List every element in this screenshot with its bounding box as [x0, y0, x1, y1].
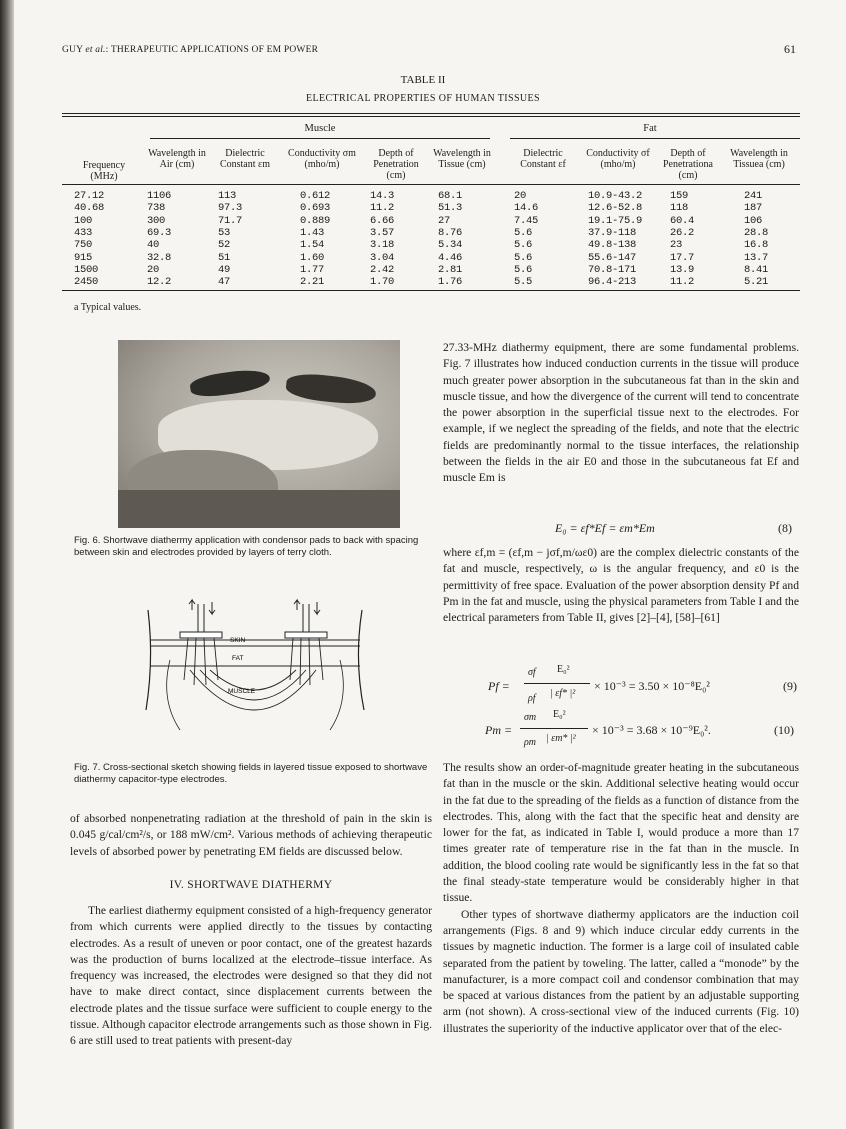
table-cell: 5.34 [438, 239, 463, 252]
table-cell: 5.21 [744, 276, 769, 289]
eq9-abs: | εf* |² [550, 688, 576, 699]
equation-8: E₀ = εf*Ef = εm*Em [555, 521, 655, 535]
table-cell: 51.3 [438, 202, 463, 215]
table-cell: 19.1-75.9 [588, 214, 643, 227]
page-number: 61 [784, 42, 796, 56]
table-top-rule [62, 113, 800, 114]
table-cell: 40.68 [74, 202, 105, 215]
table-cell: 60.4 [670, 214, 695, 227]
table-cell: 23 [670, 239, 683, 252]
header-muscle-conductivity: Conductivity σm (mho/m) [288, 148, 356, 170]
table-cell: 5.5 [514, 276, 533, 289]
table-cell: 300 [147, 214, 166, 227]
eq10-e0: E₀² [553, 709, 566, 720]
table-group-fat: Fat [643, 123, 657, 134]
table-cell: 68.1 [438, 190, 463, 202]
eq9-lhs: Pf = [488, 679, 510, 693]
table-group-rule-fat [510, 138, 800, 139]
table-cell: 20 [147, 263, 160, 276]
right-para3-text: The results show an order-of-magnitude greater heating in the subcutaneous fat than in the muscle or the skin. Additional selective heating would occur in the fat due to the spreading of the fields as a function of distance from the electrodes. This, along with the fact that the specific heat and density are lower for the fat, as indicated in Table I, would produce a more than 17 times greater rate of temperature rise in the fat than in the muscle. In addition, the blood cooling rate would be significantly less in the fat so that the final steady-state temperature would be considerably higher in that tissue. [443, 761, 799, 905]
eq10-lhs: Pm = [485, 723, 513, 737]
table-cell: 187 [744, 202, 763, 215]
table-cell: 37.9-118 [588, 226, 637, 239]
eq10-rho: ρm [524, 737, 537, 748]
fig6-photo [118, 340, 400, 528]
left-para1-text: of absorbed nonpenetrating radiation at the threshold of pain in the skin is 0.045 g/cal/cm²/s, or 188 mW/cm². Various methods of achieving therapeutic levels of absorbed power by penetrating EM fields are discussed below. [70, 812, 432, 858]
table-cell: 12.2 [147, 276, 172, 289]
table-cell: 32.8 [147, 251, 172, 264]
table-cell: 118 [670, 202, 689, 215]
table-cell: 26.2 [670, 226, 695, 239]
table-cell: 0.693 [300, 202, 331, 215]
equation-9-number: (9) [783, 679, 797, 693]
right-para4-text: Other types of shortwave diathermy applicators are the induction coil arrangements (Figs. 8 and 9) which induce circular eddy currents in the tissues by magnetic induction. The former is a large coil of insulated cable separated from the patient by toweling. The latter, called a “monode” by the manufacturer, is a more compact coil and condensor combination that may be spaced at various distances from the patient by an adjustable supporting arm (not shown). A cross-sectional view of the induced currents (Fig. 10) illustrates the superiority of the inductive applicator over that of the elec- [443, 907, 799, 1035]
eq9-sigma: σf [528, 667, 536, 678]
header-muscle-wavelength-tissue: Wavelength in Tissue (cm) [433, 148, 491, 170]
table-cell: 106 [744, 214, 763, 227]
table-title: TABLE II [400, 74, 446, 86]
table-cell: 27 [438, 214, 451, 227]
table-cell: 0.889 [300, 214, 331, 227]
header-frequency: Frequency (MHz) [82, 160, 126, 182]
eq10-fraction-bar [520, 728, 588, 729]
photo-table [118, 490, 400, 528]
left-col-para2 [70, 903, 432, 1050]
header-muscle-wavelength-air: Wavelength in Air (cm) [148, 148, 206, 170]
table-cell: 2.42 [370, 263, 395, 276]
table-cell: 1106 [147, 190, 172, 202]
running-head-title: : THERAPEUTIC APPLICATIONS OF EM POWER [105, 45, 319, 55]
table-cell: 113 [218, 190, 237, 202]
table-cell: 738 [147, 202, 166, 215]
equation-10-number: (10) [774, 723, 794, 737]
eq10-rhs: × 10⁻³ = 3.68 × 10⁻⁹E₀². [592, 723, 711, 737]
table-cell: 49.8-138 [588, 239, 637, 252]
running-head [62, 45, 318, 55]
running-head-authors: GUY [62, 45, 83, 55]
table-bottom-rule [62, 290, 800, 291]
table-cell: 52 [218, 239, 231, 252]
table-cell: 750 [74, 239, 93, 252]
equation-8-number: (8) [778, 521, 792, 535]
table-cell: 1.76 [438, 276, 463, 289]
fig7-sketch [140, 590, 370, 760]
table-cell: 100 [74, 214, 93, 227]
header-fat-depth: Depth of Penetrationa (cm) [663, 148, 713, 181]
table-cell: 55.6-147 [588, 251, 637, 264]
header-fat-conductivity: Conductivity σf (mho/m) [586, 148, 650, 170]
table-cell: 51 [218, 251, 231, 264]
left-col-para1 [70, 811, 432, 860]
table-cell: 16.8 [744, 239, 769, 252]
table-cell: 0.612 [300, 190, 331, 202]
table-cell: 159 [670, 190, 689, 202]
right-col-para2 [443, 545, 799, 626]
table-cell: 8.41 [744, 263, 769, 276]
table-cell: 2450 [74, 276, 99, 289]
table-cell: 915 [74, 251, 93, 264]
right-para2-text: where εf,m = (εf,m − jσf,m/ωε0) are the complex dielectric constants of the fat and muscle, respectively, ω is the angular frequency, and ε0 is the permittivity of free space. Evaluation of the power absorption density Pf and Pm in the fat and muscle, using the physical parameters from Table I and the electrical parameters from Table II, gives [2]–[4], [58]–[61] [443, 546, 799, 625]
table-cell: 3.04 [370, 251, 395, 264]
table-cell: 241 [744, 190, 763, 202]
eq9-e0: E₀² [557, 664, 570, 675]
table-cell: 11.2 [670, 276, 695, 289]
eq9-fraction-bar [524, 683, 590, 684]
eq9-rho: ρf [528, 693, 536, 704]
running-head-etal: et al. [85, 45, 106, 55]
table-cell: 4.46 [438, 251, 463, 264]
table-header-rule [62, 184, 800, 185]
table-cell: 2.81 [438, 263, 463, 276]
table-cell: 1.43 [300, 226, 325, 239]
table-cell: 1.77 [300, 263, 325, 276]
table-cell: 2.21 [300, 276, 325, 289]
header-fat-dielectric: Dielectric Constant εf [520, 148, 566, 170]
fig7-label-skin: SKIN [230, 637, 246, 644]
table-subtitle: ELECTRICAL PROPERTIES OF HUMAN TISSUES [305, 93, 541, 104]
header-muscle-depth: Depth of Penetration (cm) [373, 148, 419, 181]
table-cell: 1500 [74, 263, 99, 276]
fig7-label-fat: FAT [232, 655, 244, 662]
table-cell: 47 [218, 276, 231, 289]
left-para2-text: The earliest diathermy equipment consisted of a high-frequency generator from which currents were applied directly to the tissues by contacting electrodes. As a result of uneven or poor contact, one of the greatest hazards was the production of burns localized at the electrode–tissue interface. As frequency was increased, the electrodes were designed so that they did not have to make direct contact, since displacement currents between the electrode plates and the tissue surface were sufficient to couple energy to the tissue. Although capacitor electrode arrangements such as those shown in Fig. 6 are still used to treat patients with present-day [70, 904, 432, 1048]
table-cell: 10.9-43.2 [588, 190, 643, 202]
photo-pad-left [189, 367, 271, 400]
table-cell: 1.70 [370, 276, 395, 289]
section-heading: IV. SHORTWAVE DIATHERMY [169, 879, 333, 891]
table-cell: 70.8-171 [588, 263, 637, 276]
table-cell: 49 [218, 263, 231, 276]
table-cell: 5.6 [514, 226, 533, 239]
table-cell: 8.76 [438, 226, 463, 239]
table-group-rule-muscle [150, 138, 490, 139]
eq10-sigma: σm [524, 712, 537, 723]
table-cell: 3.57 [370, 226, 395, 239]
eq9-rhs: × 10⁻³ = 3.50 × 10⁻⁸E₀² [594, 679, 710, 693]
table-top-rule-2 [62, 116, 800, 117]
table-cell: 5.6 [514, 239, 533, 252]
right-col-para1 [443, 340, 799, 487]
table-cell: 11.2 [370, 202, 395, 215]
eq10-abs: | εm* |² [546, 733, 576, 744]
table-group-muscle: Muscle [304, 123, 336, 134]
fig7-caption: Fig. 7. Cross-sectional sketch showing fields in layered tissue exposed to shortwave diathermy capacitor-type electrodes. [74, 762, 428, 785]
table-cell: 14.6 [514, 202, 539, 215]
table-cell: 14.3 [370, 190, 395, 202]
table-cell: 97.3 [218, 202, 243, 215]
table-cell: 17.7 [670, 251, 695, 264]
table-cell: 27.12 [74, 190, 105, 202]
fig6-caption: Fig. 6. Shortwave diathermy application with condensor pads to back with spacing between skin and electrodes provided by layers of terry cloth. [74, 535, 419, 558]
right-col-para3 [443, 760, 799, 1037]
table-cell: 6.66 [370, 214, 395, 227]
header-muscle-dielectric: Dielectric Constant εm [219, 148, 271, 170]
table-cell: 69.3 [147, 226, 172, 239]
table-cell: 53 [218, 226, 231, 239]
table-cell: 96.4-213 [588, 276, 637, 289]
table-cell: 13.9 [670, 263, 695, 276]
table-cell: 71.7 [218, 214, 243, 227]
table-cell: 28.8 [744, 226, 769, 239]
table-cell: 5.6 [514, 251, 533, 264]
table-cell: 20 [514, 190, 527, 202]
right-para1-text: 27.33-MHz diathermy equipment, there are some fundamental problems. Fig. 7 illustrates how induced conduction currents in the tissue will produce much greater power absorption in the subcutaneous fat than in the skin and muscle tissue, and how the divergence of the current will tend to concentrate the power absorption in the superficial tissue next to the electrodes. For example, if we neglect the spreading of the fields, and note that the electric fields are predominantly normal to the tissue interfaces, the relationship between the fields in the air E0 and those in the subcutaneous fat Ef and muscle Em is [443, 341, 799, 485]
table-cell: 433 [74, 226, 93, 239]
table-cell: 7.45 [514, 214, 539, 227]
table-cell: 13.7 [744, 251, 769, 264]
table-cell: 1.54 [300, 239, 325, 252]
table-cell: 5.6 [514, 263, 533, 276]
fig7-label-muscle: MUSCLE [228, 688, 256, 695]
table-cell: 1.60 [300, 251, 325, 264]
table-cell: 3.18 [370, 239, 395, 252]
table-footnote: a Typical values. [74, 302, 142, 313]
table-cell: 40 [147, 239, 160, 252]
table-cell: 12.6-52.8 [588, 202, 643, 215]
page-binding-edge [0, 0, 14, 1129]
header-fat-wavelength-tissue: Wavelength in Tissuea (cm) [730, 148, 788, 170]
